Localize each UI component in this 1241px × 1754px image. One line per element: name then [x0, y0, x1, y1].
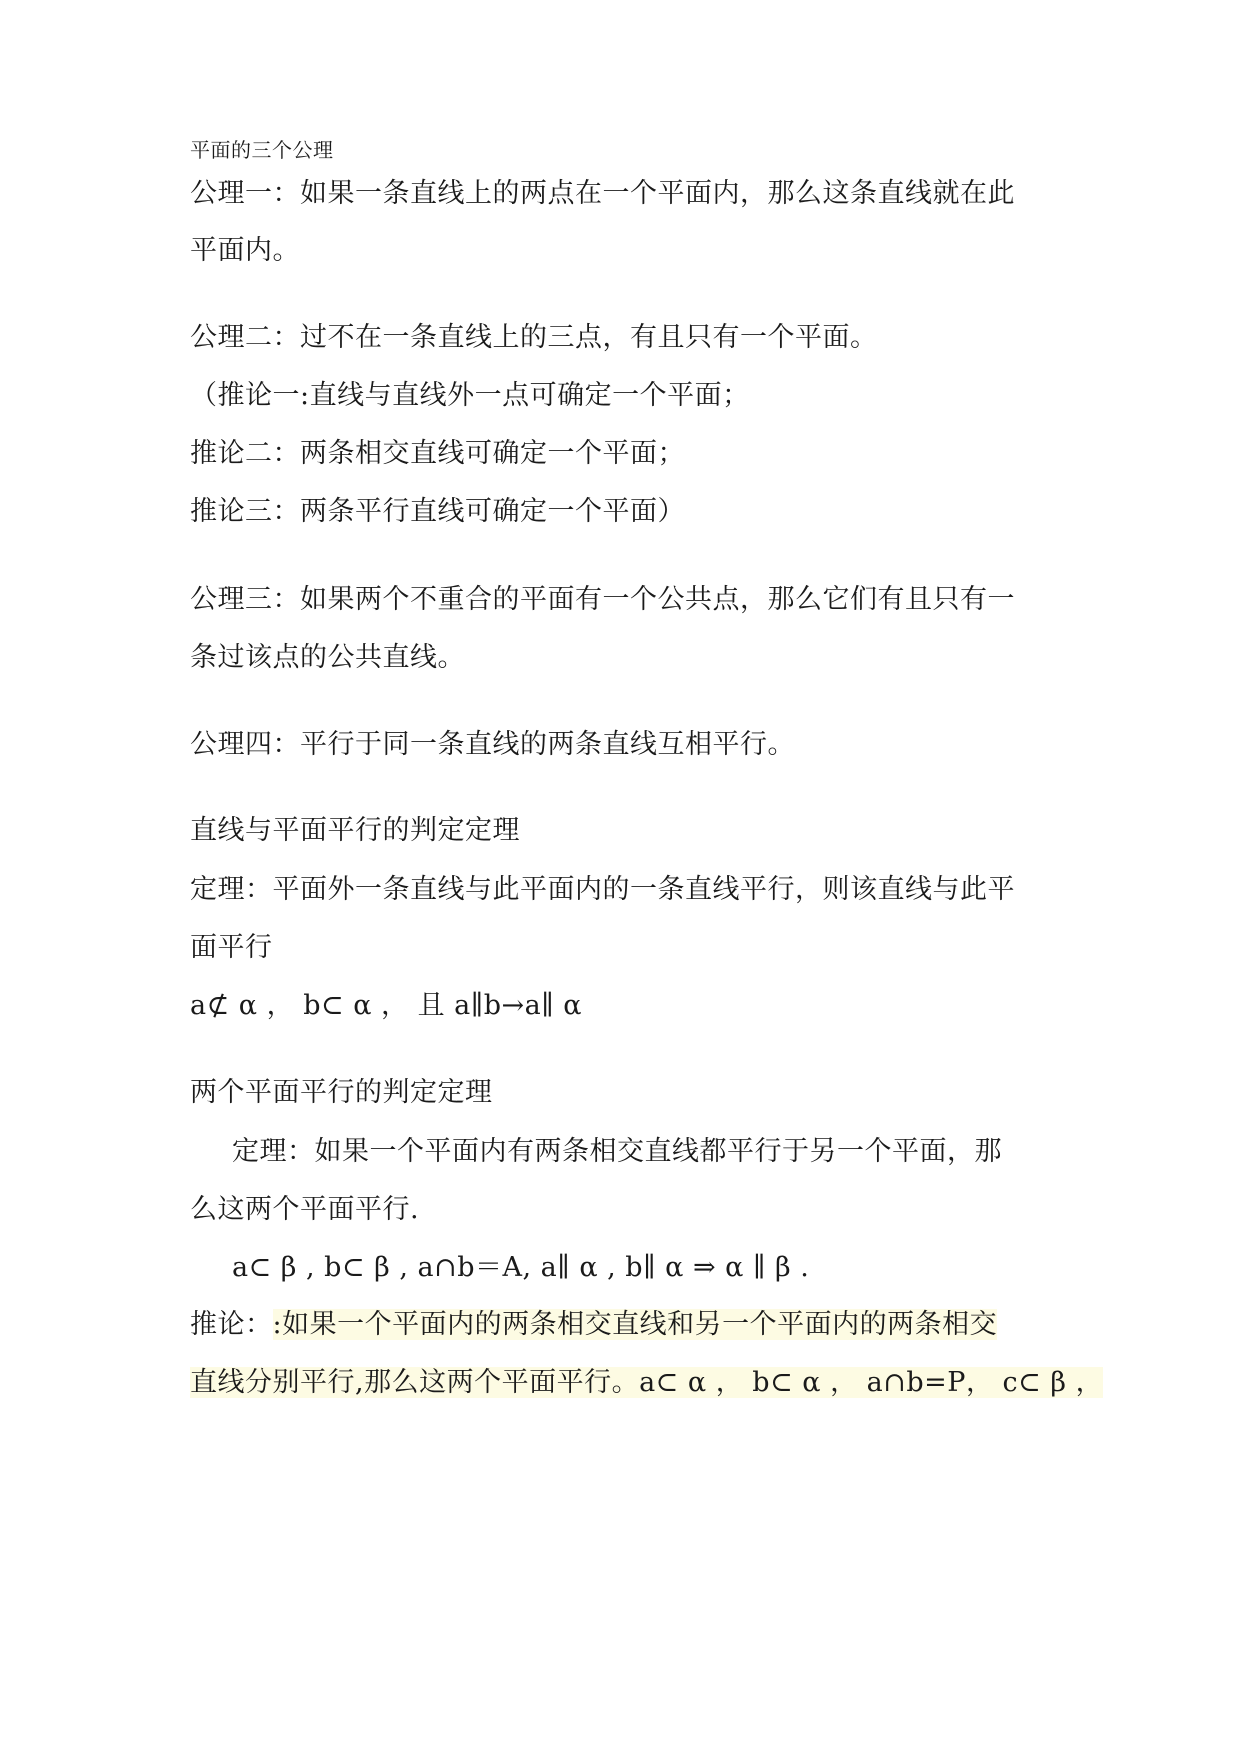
corollary-highlighted-text-1: :如果一个平面内的两条相交直线和另一个平面内的两条相交 [272, 1309, 998, 1340]
axiom-1-line-2: 平面内。 [190, 235, 300, 266]
corollary-label: 推论： [190, 1309, 273, 1340]
theorem-2-line-1: 定理：如果一个平面内有两条相交直线都平行于另一个平面，那 [232, 1136, 1002, 1167]
theorem-1-line-2: 面平行 [190, 932, 273, 963]
corollary-1: （推论一:直线与直线外一点可确定一个平面； [190, 380, 750, 411]
axiom-2: 公理二：过不在一条直线上的三点，有且只有一个平面。 [190, 322, 878, 353]
axiom-1-line-1: 公理一：如果一条直线上的两点在一个平面内，那么这条直线就在此 [190, 178, 1015, 209]
axiom-3-line-2: 条过该点的公共直线。 [190, 642, 465, 673]
corollary-line-2 [190, 1365, 1103, 1401]
axiom-4: 公理四：平行于同一条直线的两条直线互相平行。 [190, 729, 795, 760]
theorem-2-line-2: 么这两个平面平行. [190, 1194, 420, 1225]
corollary-highlighted-text-2: 直线分别平行,那么这两个平面平行。a⊂ α ， b⊂ α ， a∩b=P， c⊂ β ， [190, 1367, 1104, 1398]
theorem-1-line-1: 定理：平面外一条直线与此平面内的一条直线平行，则该直线与此平 [190, 874, 1015, 905]
theorem-1-formula: a⊄ α ， b⊂ α ， 且 a∥b→a∥ α [190, 990, 583, 1021]
axiom-3-line-1: 公理三：如果两个不重合的平面有一个公共点，那么它们有且只有一 [190, 584, 1015, 615]
corollary-2: 推论二：两条相交直线可确定一个平面； [190, 438, 685, 469]
theorem-2-formula: a⊂ β , b⊂ β , a∩b＝A, a∥ α , b∥ α ⇒ α ∥ β . [232, 1252, 810, 1283]
section-title-plane-axioms: 平面的三个公理 [190, 138, 334, 162]
section-title-line-plane-parallel: 直线与平面平行的判定定理 [190, 815, 520, 846]
corollary-3: 推论三：两条平行直线可确定一个平面） [190, 496, 685, 527]
corollary-line-1 [190, 1307, 997, 1343]
section-title-plane-plane-parallel: 两个平面平行的判定定理 [190, 1077, 493, 1108]
